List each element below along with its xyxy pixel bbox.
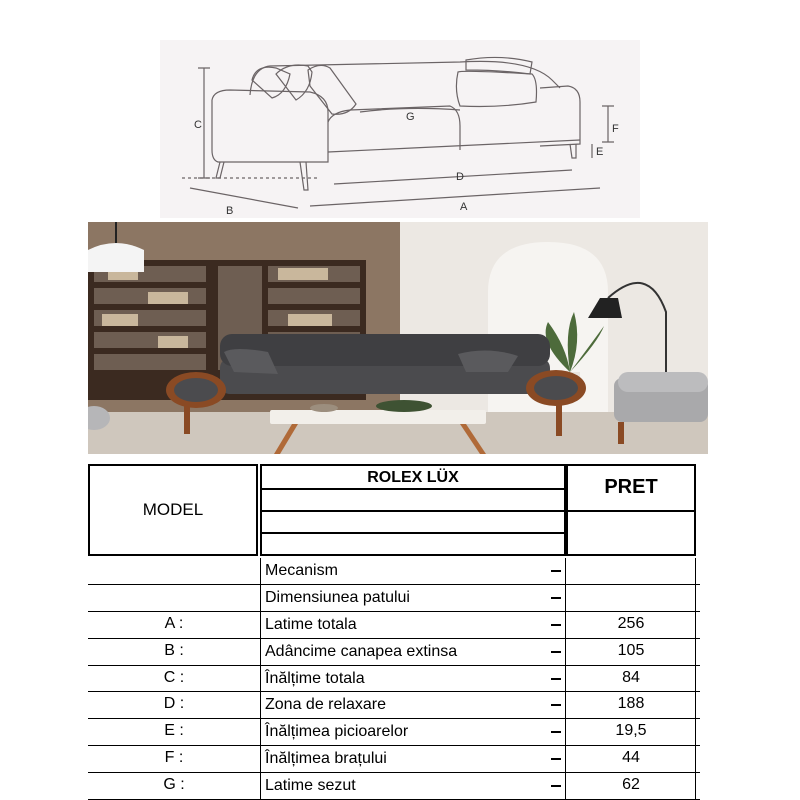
sofa-dimension-sketch: [160, 40, 640, 218]
spec-code: G :: [163, 776, 185, 794]
spec-rows: [88, 558, 700, 800]
spec-label: [260, 585, 566, 612]
spec-value: 84: [622, 668, 640, 686]
spec-label-text: Înălțime totala: [265, 669, 365, 687]
spec-code: C :: [163, 668, 185, 686]
header-divider: [568, 510, 694, 512]
spec-value: 44: [622, 749, 640, 767]
spec-label: [260, 558, 566, 585]
spec-value: 62: [622, 776, 640, 794]
dim-letter-a: A: [460, 201, 468, 213]
spec-value: 256: [617, 614, 645, 632]
spec-label: [260, 719, 566, 746]
header-divider: [262, 510, 564, 512]
spec-code: E :: [164, 722, 184, 740]
dash-icon: [551, 758, 561, 760]
dash-icon: [551, 597, 561, 599]
spec-label-text: Zona de relaxare: [265, 696, 386, 714]
dash-icon: [551, 678, 561, 680]
spec-label-text: Înălțimea brațului: [265, 750, 387, 768]
dim-letter-f: F: [612, 123, 619, 135]
spec-row: [88, 558, 700, 585]
spec-value-cell: [566, 585, 696, 612]
spec-row: [88, 746, 700, 773]
spec-label: [260, 666, 566, 693]
dash-icon: [551, 731, 561, 733]
spec-value: 105: [617, 641, 645, 659]
spec-label: [260, 612, 566, 639]
spec-label-text: Adâncime canapea extinsa: [265, 642, 458, 660]
spec-row: [88, 692, 700, 719]
spec-label: [260, 773, 566, 800]
sofa-outline-drawing: [160, 40, 640, 218]
model-label: MODEL: [142, 500, 204, 519]
spec-label-text: Latime totala: [265, 615, 357, 633]
dash-icon: [551, 785, 561, 787]
dim-letter-c: C: [194, 119, 202, 131]
spec-value: 188: [617, 695, 645, 713]
spec-code: F :: [164, 749, 184, 767]
living-room-scene: [88, 222, 708, 454]
spec-label-text: Mecanism: [265, 562, 338, 579]
spec-row: [88, 612, 700, 639]
spec-code: B :: [164, 641, 184, 659]
spec-value-cell: [566, 558, 696, 585]
dash-icon: [551, 624, 561, 626]
spec-label-text: Dimensiunea patului: [265, 588, 410, 606]
dim-letter-b: B: [226, 205, 234, 217]
product-name: ROLEX LÜX: [367, 469, 459, 486]
spec-label: [260, 746, 566, 773]
model-header-cell: [88, 464, 258, 556]
spec-value: 19,5: [615, 722, 647, 740]
spec-label-text: Latime sezut: [265, 777, 356, 795]
dash-icon: [551, 704, 561, 706]
dash-icon: [551, 570, 561, 572]
spec-code: D :: [163, 695, 185, 713]
spec-table: [88, 464, 700, 800]
spec-row: [88, 666, 700, 693]
price-label: PRET: [604, 476, 658, 498]
spec-code: A :: [164, 614, 184, 632]
dim-letter-d: D: [456, 171, 464, 183]
sofa-living-room-photo: [88, 222, 708, 454]
header-divider: [262, 532, 564, 534]
header-divider: [262, 488, 564, 490]
spec-row: [88, 719, 700, 746]
spec-row: [88, 585, 700, 612]
spec-row: [88, 773, 700, 800]
dash-icon: [551, 651, 561, 653]
price-header-cell: [566, 464, 696, 556]
dim-letter-e: E: [596, 146, 604, 158]
spec-label: [260, 639, 566, 666]
spec-row: [88, 639, 700, 666]
dim-letter-g: G: [406, 111, 415, 123]
spec-label-text: Înălțimea picioarelor: [265, 723, 409, 741]
product-name-header-cell: [260, 464, 566, 556]
spec-label: [260, 692, 566, 719]
